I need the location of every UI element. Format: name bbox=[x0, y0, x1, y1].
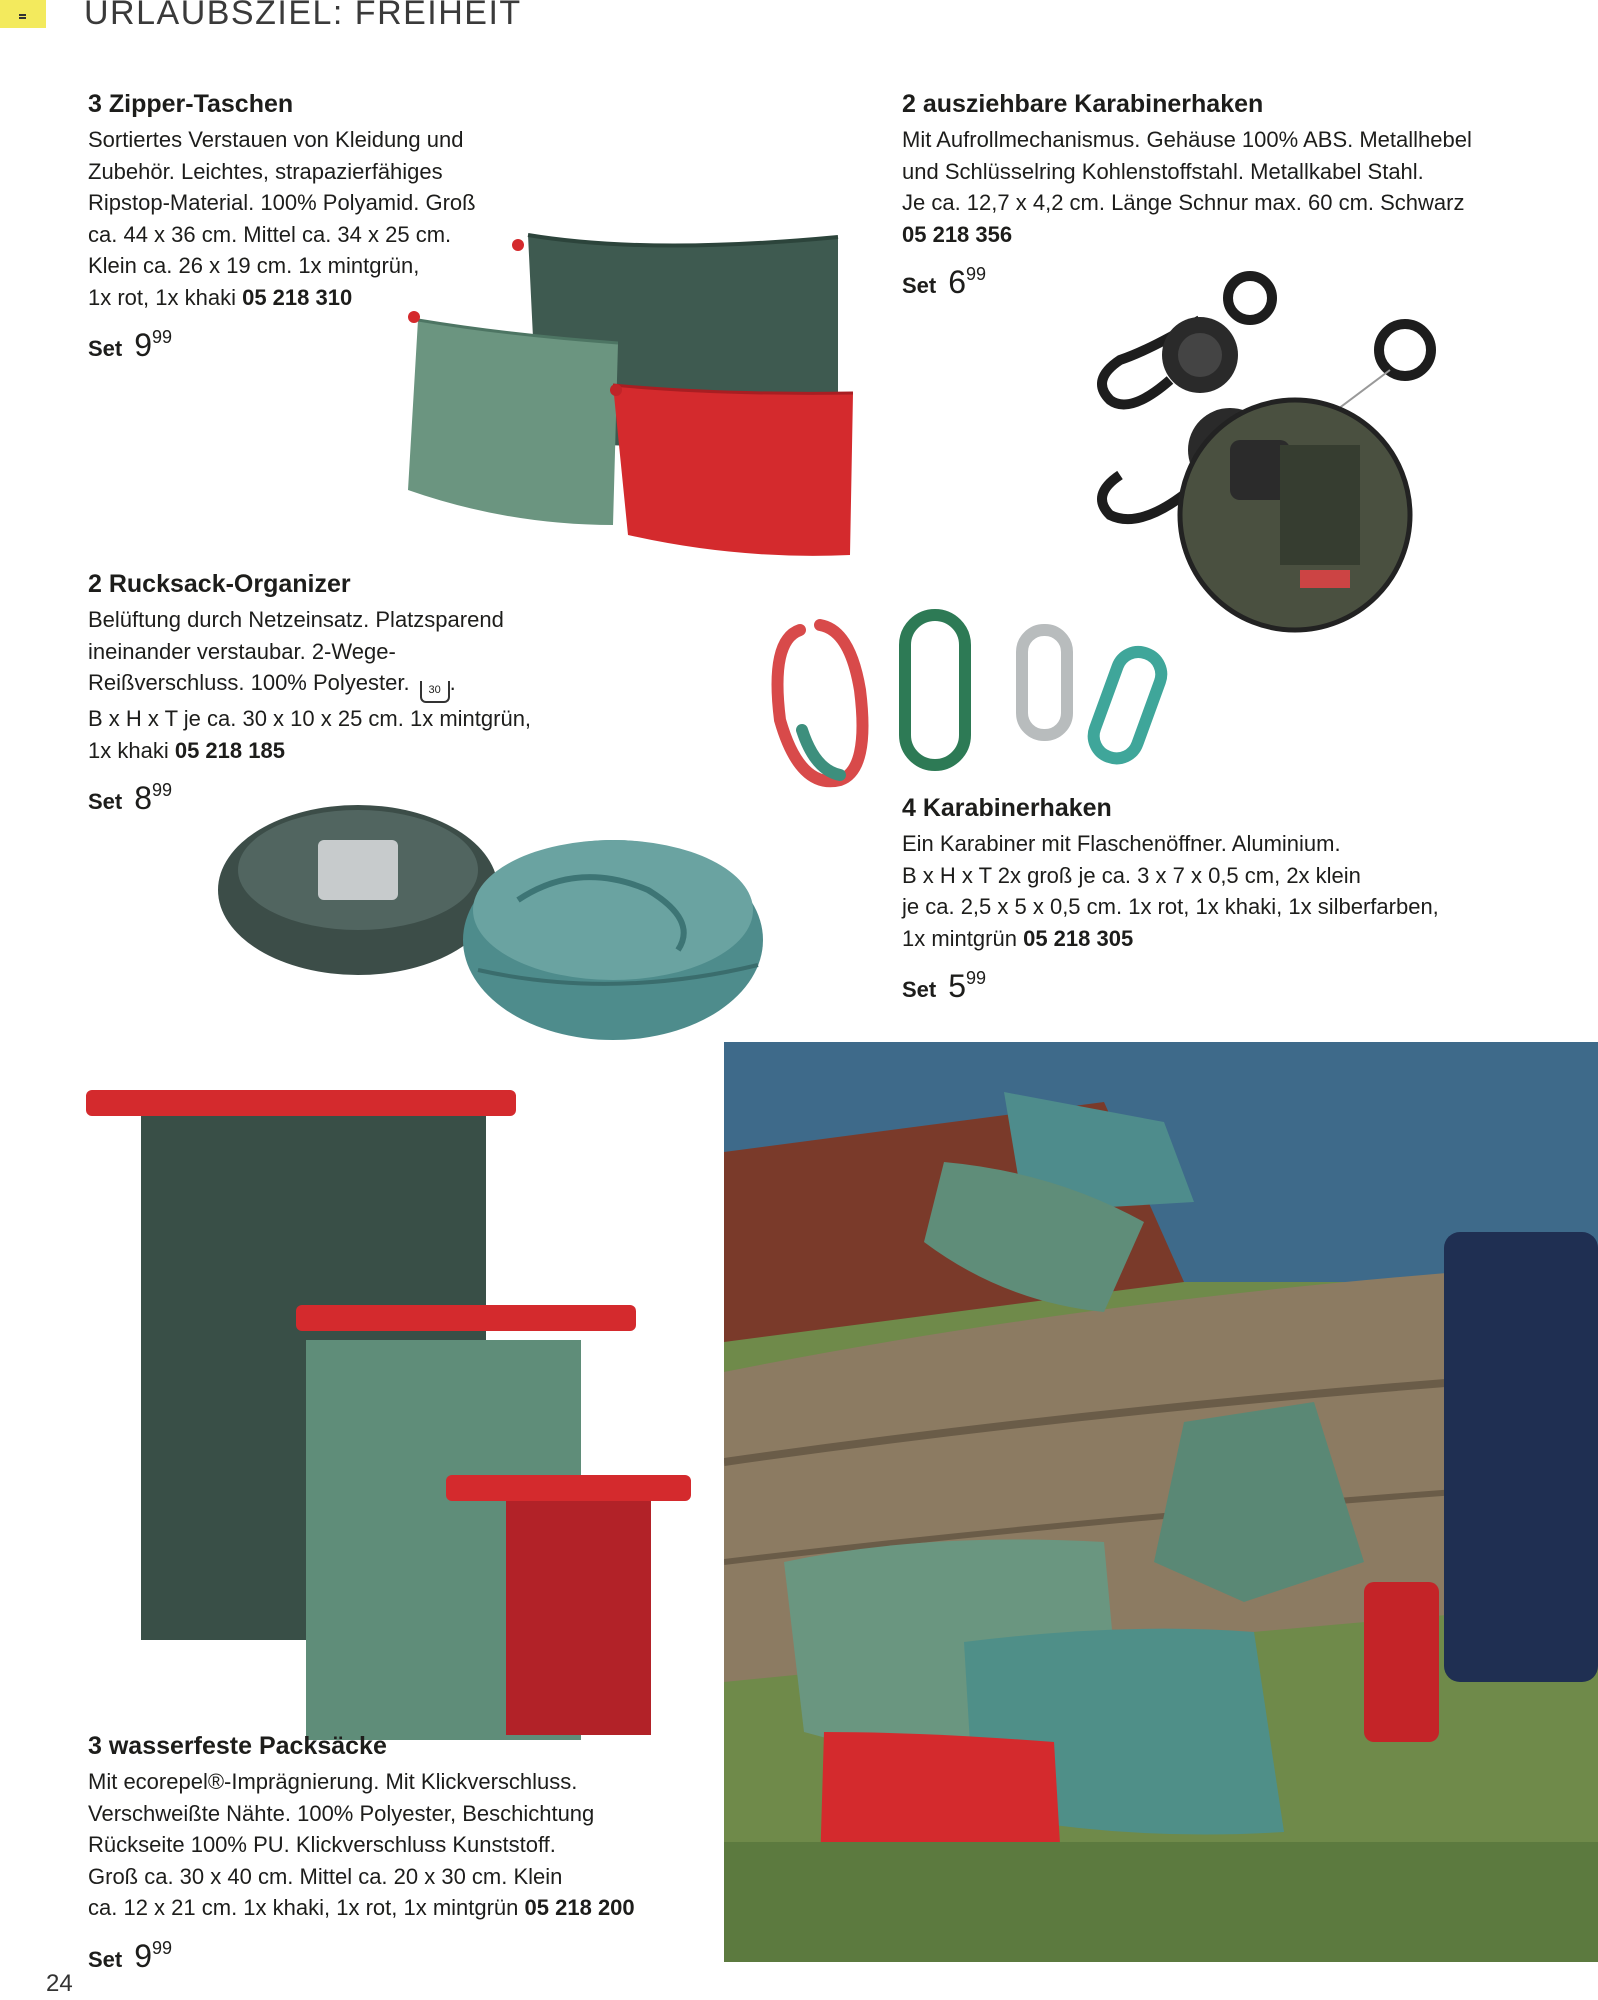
price: Set 6 99 bbox=[902, 264, 987, 300]
product-title: 4 Karabinerhaken bbox=[902, 794, 1112, 822]
menu-icon bbox=[19, 14, 26, 19]
zipper-bags-image bbox=[388, 225, 858, 565]
price: Set 9 99 bbox=[88, 1937, 173, 1974]
lifestyle-photo bbox=[724, 1042, 1598, 1962]
product-packsaecke bbox=[88, 1730, 708, 1974]
page-title: URLAUBSZIEL: FREIHEIT bbox=[84, 0, 522, 32]
article-number: 05 218 305 bbox=[1023, 925, 1134, 951]
product-description: Mit Aufrollmechanismus. Gehäuse 100% ABS. Metallhebel und Schlüsselring Kohlenstoffstahl. Metallkabel Stahl. Je ca. 12,7 x 4,2 cm. Länge Schnur max. 60 cm. Schwarz 05 218 356 bbox=[902, 127, 1472, 247]
product-description: Belüftung durch Netzeinsatz. Platzsparend ineinander verstaubar. 2-Wege- Reißverschluss. 100% Polyester. 30 . B x H x T je ca. 30 x 10 x 25 cm. 1x mintgrün, 1x khaki 05 218 185 bbox=[88, 607, 532, 763]
wash-30-icon: 30 bbox=[420, 681, 450, 703]
product-description: Ein Karabiner mit Flaschenöffner. Aluminium. B x H x T 2x groß je ca. 3 x 7 x 0,5 cm, 2x klein je ca. 2,5 x 5 x 0,5 cm. 1x rot, 1x khaki, 1x silberfarben, 1x mintgrün 05 218 305 bbox=[902, 831, 1439, 951]
product-title: 3 Zipper-Taschen bbox=[88, 90, 294, 118]
product-title: 2 ausziehbare Karabinerhaken bbox=[902, 90, 1264, 118]
product-description: Mit ecorepel®-Imprägnierung. Mit Klickverschluss. Verschweißte Nähte. 100% Polyester, Beschichtung Rückseite 100% PU. Klickverschluss Kunststoff. Groß ca. 30 x 40 cm. Mittel ca. 20 x 30 cm. Klein ca. 12 x 21 cm. 1x khaki, 1x rot, 1x mintgrün 05 218 200 bbox=[88, 1769, 635, 1920]
page-number: 24 bbox=[46, 1970, 73, 1997]
article-number: 05 218 185 bbox=[174, 737, 285, 763]
rucksack-organizers-image bbox=[218, 790, 838, 1050]
product-karabinerhaken bbox=[902, 792, 1542, 1004]
price: Set 8 99 bbox=[88, 780, 173, 816]
product-title: 3 wasserfeste Packsäcke bbox=[88, 1732, 387, 1760]
product-ausziehbare-karabinerhaken bbox=[902, 88, 1542, 300]
product-description: Sortiertes Verstauen von Kleidung und Zubehör. Leichtes, strapazierfähiges Ripstop-Material. 100% Polyamid. Groß ca. 44 x 36 cm. Mittel ca. 34 x 25 cm. Klein ca. 26 x 19 cm. 1x mintgrün, 1x rot, 1x khaki 05 218 310 bbox=[88, 127, 476, 310]
price: Set 9 99 bbox=[88, 327, 173, 363]
product-rucksack-organizer bbox=[88, 568, 588, 816]
price: Set 5 99 bbox=[902, 968, 987, 1004]
article-number: 05 218 200 bbox=[524, 1895, 635, 1920]
section-tab bbox=[0, 0, 46, 28]
karabinerhaken-set-image bbox=[760, 600, 1200, 800]
retractable-carabiners-image bbox=[1050, 270, 1480, 640]
product-title: 2 Rucksack-Organizer bbox=[88, 570, 351, 598]
packsaecke-image bbox=[86, 1080, 716, 1740]
article-number: 05 218 356 bbox=[902, 221, 1013, 247]
article-number: 05 218 310 bbox=[242, 284, 353, 310]
